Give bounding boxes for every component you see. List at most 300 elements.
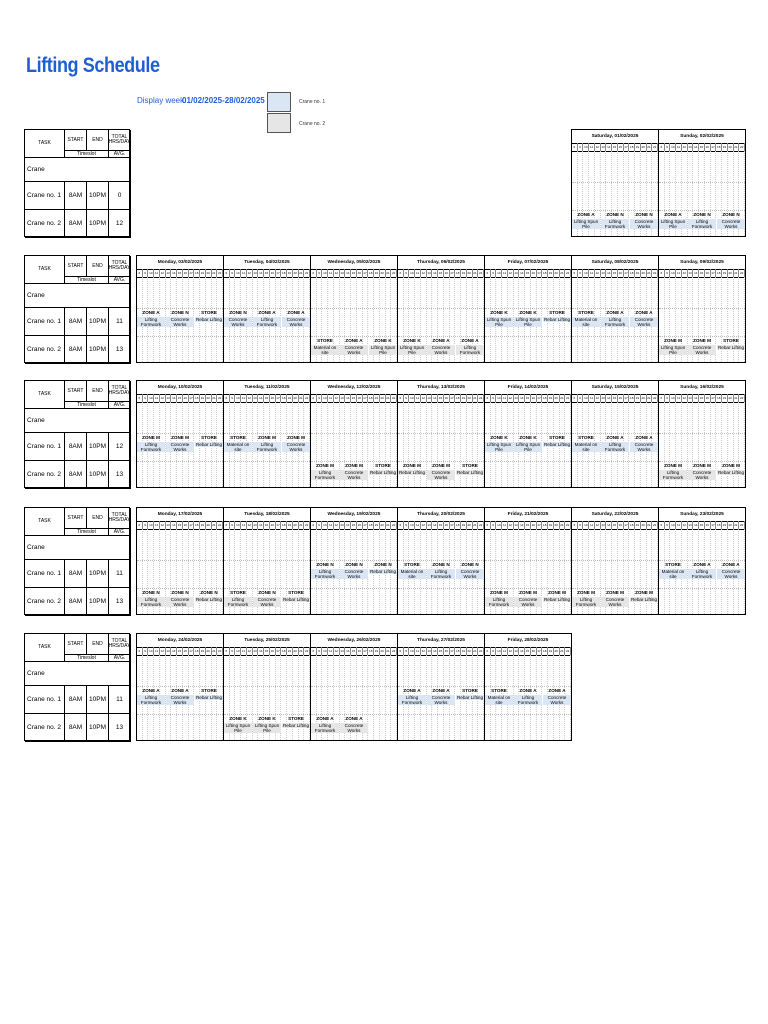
group-label-crane: Crane [25,158,131,182]
hour-tick: 20 [641,523,645,527]
hour-tick: 17 [276,523,280,527]
task-zone: ZONE M [432,463,450,468]
hour-tick: 10 [410,523,414,527]
task-name: Concrete Works [282,442,310,452]
hour-tick: 19 [722,396,727,400]
hour-tick: 10 [410,649,414,653]
hour-tick: 15 [351,271,356,275]
task-zone: ZONE M [316,463,334,468]
crane-end: 10PM [87,560,109,588]
hour-tick: 14 [520,396,524,400]
task-zone: ZONE M [142,435,160,440]
task-zone: ZONE M [403,463,421,468]
hour-tick: 16 [705,523,709,527]
task-block[interactable] [659,210,687,229]
task-block[interactable] [630,588,658,602]
crane-name: Crane no. 2 [25,461,65,489]
row-divider [572,336,658,337]
task-block[interactable] [630,308,658,327]
hour-tick: 16 [531,396,535,400]
hour-tick: 21 [386,396,390,400]
task-zone: ZONE K [403,338,421,343]
header-total: TOTAL HRS/DAY [109,634,131,655]
hour-tick: 16 [531,523,535,527]
hour-tick: 13 [688,145,692,149]
task-block[interactable] [398,560,426,579]
hour-tick: 22 [565,649,570,653]
hour-tick: 11 [590,271,594,275]
task-block[interactable] [137,588,165,607]
task-block[interactable] [137,686,165,705]
task-name: Rebar Lifting [195,695,223,700]
task-block[interactable] [137,308,165,327]
hour-tick: 18 [543,649,547,653]
hour-tick: 22 [652,523,657,527]
day-header: Monday, 24/02/2025 [137,634,223,648]
hour-tick: 20 [728,396,732,400]
hour-tick: 20 [728,145,732,149]
hour-tick: 16 [183,649,187,653]
task-block[interactable] [253,433,281,452]
task-zone: ZONE M [171,435,189,440]
hour-tick: 10 [584,396,588,400]
hour-tick: 9 [317,521,323,529]
row-divider [398,714,484,715]
day-header: Wednesday, 26/02/2025 [311,634,397,648]
task-block[interactable] [282,588,310,602]
hour-tick: 11 [242,523,246,527]
task-block[interactable] [311,336,339,355]
task-block[interactable] [630,433,658,452]
hour-tick: 12 [160,523,164,527]
task-name: Concrete Works [166,695,194,705]
hour-tick: 14 [607,145,611,149]
task-zone: ZONE N [200,590,218,595]
hour-tick: 11 [416,396,420,400]
hour-tick: 22 [652,145,657,149]
hour-tick: 12 [160,649,164,653]
hour-tick: 22 [391,523,396,527]
task-block[interactable] [282,308,310,327]
task-block[interactable] [340,714,368,733]
task-block[interactable] [514,588,542,607]
task-block[interactable] [195,588,223,602]
task-block[interactable] [659,461,687,480]
task-name: Concrete Works [630,317,658,327]
task-block[interactable] [195,308,223,322]
task-block[interactable] [224,433,252,452]
hour-tick: 13 [514,649,518,653]
task-name: Rebar Lifting [543,317,571,322]
hour-tick: 14 [520,649,524,653]
hour-tick: 13 [253,271,257,275]
header-task: TASK [25,130,65,158]
task-block[interactable] [311,461,339,480]
hour-tick: 11 [503,649,507,653]
hour-tick: 22 [565,271,570,275]
crane-name: Crane no. 2 [25,336,65,364]
task-block[interactable] [166,433,194,452]
day-header: Tuesday, 04/02/2025 [224,256,310,270]
task-name: Concrete Works [514,597,542,607]
task-block[interactable] [369,336,397,355]
hour-tick: 20 [293,396,297,400]
hour-tick: 17 [450,396,454,400]
task-block[interactable] [427,336,455,355]
hour-tick: 18 [456,396,460,400]
hour-tick: 13 [340,523,344,527]
hour-tick: 21 [473,271,477,275]
hour-tick: 14 [259,649,263,653]
task-zone: ZONE M [693,338,711,343]
hour-tick: 6 [137,647,143,655]
task-block[interactable] [224,308,252,327]
hour-tick: 6 [659,143,665,151]
task-block[interactable] [630,210,658,229]
task-name: Material on site [572,317,600,327]
hour-tick: 21 [734,396,738,400]
task-block[interactable] [717,461,745,475]
hour-tick: 17 [450,271,454,275]
task-block[interactable] [717,210,745,229]
task-block[interactable] [253,714,281,733]
hour-tick: 18 [369,271,373,275]
hour-tick: 14 [520,523,524,527]
hour-tick: 15 [699,145,704,149]
hour-tick: 6 [485,521,491,529]
row-divider [572,461,658,462]
task-zone: ZONE N [171,310,189,315]
hour-tick: 18 [369,649,373,653]
task-block[interactable] [456,336,484,355]
task-block[interactable] [369,560,397,574]
day-header: Friday, 21/02/2025 [485,508,571,522]
task-zone: ZONE A [171,688,189,693]
hour-tick: 18 [630,396,634,400]
task-block[interactable] [282,714,310,728]
hour-tick: 15 [351,523,356,527]
hour-tick: 6 [137,521,143,529]
task-block[interactable] [688,461,716,480]
crane-name: Crane no. 2 [25,210,65,238]
legend-label-crane-2: Crane no. 2 [299,121,326,127]
hour-tick: 11 [416,649,420,653]
hour-tick: 20 [380,523,384,527]
task-zone: ZONE M [345,463,363,468]
task-block[interactable] [340,336,368,355]
task-block[interactable] [514,308,542,327]
hour-tick: 17 [189,649,193,653]
hour-tick: 19 [200,271,205,275]
hour-tick: 19 [374,271,379,275]
task-block[interactable] [398,686,426,705]
hour-tick: 10 [149,271,153,275]
task-info-table [24,507,130,615]
task-name: Concrete Works [340,569,368,579]
task-block[interactable] [456,461,484,475]
hour-tick: 15 [177,649,182,653]
hour-tick: 11 [329,649,333,653]
day-header: Monday, 10/02/2025 [137,381,223,395]
hour-tick: 17 [711,523,715,527]
hour-tick: 14 [607,271,611,275]
task-name: Concrete Works [427,695,455,705]
hour-tick: 15 [264,271,269,275]
task-block[interactable] [166,588,194,607]
day-header: Saturday, 15/02/2025 [572,381,658,395]
hour-tick: 16 [705,271,709,275]
hour-tick: 6 [137,269,143,277]
hour-tick: 11 [677,271,681,275]
legend-label-crane-1: Crane no. 1 [299,99,326,105]
hour-tick: 17 [711,396,715,400]
hour-tick: 14 [694,396,698,400]
task-block[interactable] [282,433,310,452]
hour-tick: 9 [665,394,671,402]
hour-tick: 13 [253,649,257,653]
crane-start: 8AM [65,714,87,742]
hour-tick: 14 [694,145,698,149]
row-divider [224,461,310,462]
task-info-table [24,380,130,488]
task-block[interactable] [456,560,484,579]
task-block[interactable] [688,336,716,355]
hour-tick: 16 [618,396,622,400]
day-header: Sunday, 16/02/2025 [659,381,745,395]
crane-start: 8AM [65,461,87,489]
task-name: Concrete Works [166,442,194,452]
task-block[interactable] [195,433,223,447]
header-avg: AVG. [109,655,131,662]
hour-tick: 21 [299,649,303,653]
header-total: TOTAL HRS/DAY [109,381,131,402]
hour-tick: 13 [601,396,605,400]
task-zone: ZONE M [519,590,537,595]
task-block[interactable] [543,686,571,705]
hour-tick: 17 [363,649,367,653]
task-block[interactable] [717,560,745,579]
task-block[interactable] [485,308,513,327]
hour-tick: 16 [270,271,274,275]
task-block[interactable] [195,686,223,700]
hour-tick: 22 [739,145,744,149]
hour-tick: 16 [357,649,361,653]
hour-tick: 17 [624,523,628,527]
task-name: Lifting Spun Pile [515,317,541,328]
task-block[interactable] [427,560,455,579]
hour-tick: 6 [311,269,317,277]
task-name: Lifting Formwork [427,569,455,579]
legend-swatch-crane-1 [267,92,291,112]
task-block[interactable] [485,588,513,607]
task-block[interactable] [456,686,484,700]
hour-tick: 6 [659,269,665,277]
hour-tick: 17 [624,396,628,400]
hour-tick: 14 [346,271,350,275]
hour-tick: 14 [607,396,611,400]
task-block[interactable] [224,714,252,733]
day-header: Thursday, 27/02/2025 [398,634,484,648]
task-zone: STORE [491,688,507,693]
display-week-label: Display week: [137,96,187,105]
header-end: END [87,634,109,655]
hour-tick: 19 [548,523,553,527]
hour-tick: 15 [264,523,269,527]
hour-tick: 20 [467,523,471,527]
task-block[interactable] [253,308,281,327]
day-header: Friday, 14/02/2025 [485,381,571,395]
day-header: Wednesday, 05/02/2025 [311,256,397,270]
task-block[interactable] [601,433,629,452]
hour-tick: 20 [554,523,558,527]
hour-tick: 12 [247,523,251,527]
task-zone: ZONE A [345,716,363,721]
task-block[interactable] [340,560,368,579]
task-block[interactable] [514,686,542,705]
task-name: Rebar Lifting [717,345,745,350]
task-block[interactable] [485,686,513,705]
row-divider [659,308,745,309]
task-name: Lifting Formwork [514,695,542,705]
task-block[interactable] [514,433,542,452]
task-block[interactable] [485,433,513,452]
task-block[interactable] [166,686,194,705]
task-block[interactable] [572,308,600,327]
hour-tick: 12 [334,649,338,653]
hour-tick: 19 [374,649,379,653]
hour-tick: 14 [346,649,350,653]
task-zone: STORE [462,688,478,693]
row-divider [659,588,745,589]
hour-tick: 19 [635,271,640,275]
hour-tick: 18 [282,649,286,653]
hour-tick: 19 [200,649,205,653]
task-zone: STORE [288,590,304,595]
task-block[interactable] [427,461,455,480]
task-block[interactable] [427,686,455,705]
task-name: Concrete Works [601,597,629,607]
crane-start: 8AM [65,433,87,461]
hour-tick: 10 [236,523,240,527]
task-name: Concrete Works [427,470,455,480]
hour-tick: 20 [206,396,210,400]
hour-tick: 9 [665,269,671,277]
task-name: Concrete Works [340,470,368,480]
task-block[interactable] [166,308,194,327]
hour-tick: 13 [601,271,605,275]
task-block[interactable] [717,336,745,350]
hour-tick: 19 [722,271,727,275]
hour-tick: 17 [450,649,454,653]
task-block[interactable] [253,588,281,607]
hour-tick: 6 [137,394,143,402]
crane-start: 8AM [65,210,87,238]
task-block[interactable] [688,560,716,579]
task-block[interactable] [311,714,339,733]
hour-tick: 16 [183,523,187,527]
task-zone: ZONE N [171,590,189,595]
task-block[interactable] [659,336,687,355]
task-zone: ZONE M [664,463,682,468]
crane-end: 10PM [87,433,109,461]
hour-tick: 12 [247,396,251,400]
task-block[interactable] [340,461,368,480]
hour-tick: 18 [195,523,199,527]
crane-total-hours: 11 [109,308,131,336]
crane-name: Crane no. 2 [25,588,65,616]
day-header: Wednesday, 19/02/2025 [311,508,397,522]
hour-tick: 11 [242,649,246,653]
hour-tick: 10 [149,649,153,653]
task-block[interactable] [224,588,252,607]
hour-tick: 21 [647,145,651,149]
hour-tick: 11 [329,271,333,275]
task-block[interactable] [369,461,397,475]
hour-tick: 21 [212,396,216,400]
hour-tick: 10 [410,271,414,275]
hour-tick: 20 [467,396,471,400]
task-block[interactable] [601,308,629,327]
hour-tick: 16 [531,649,535,653]
task-block[interactable] [688,210,716,229]
task-block[interactable] [543,308,571,322]
hour-tick: 12 [247,649,251,653]
task-block[interactable] [543,588,571,602]
hour-tick: 20 [293,523,297,527]
day-header: Monday, 17/02/2025 [137,508,223,522]
hour-tick: 16 [183,271,187,275]
hour-tick: 13 [340,271,344,275]
task-block[interactable] [137,433,165,452]
hour-tick: 19 [287,649,292,653]
display-week-value[interactable]: 01/02/2025-28/02/2025 [182,96,265,105]
hour-tick: 6 [398,394,404,402]
hour-tick: 20 [728,271,732,275]
hour-tick: 10 [323,396,327,400]
task-block[interactable] [572,210,600,229]
task-zone: STORE [462,463,478,468]
task-block[interactable] [659,560,687,579]
task-block[interactable] [601,210,629,229]
task-block[interactable] [398,336,426,355]
task-block[interactable] [398,461,426,475]
task-block[interactable] [572,433,600,452]
crane-total-hours: 13 [109,588,131,616]
hour-tick: 11 [503,271,507,275]
task-name: Lifting Formwork [137,695,165,705]
task-name: Lifting Spun Pile [515,442,541,453]
task-name: Rebar Lifting [456,470,484,475]
header-avg: AVG. [109,529,131,536]
row-divider [398,433,484,434]
task-block[interactable] [311,560,339,579]
hour-tick: 12 [334,396,338,400]
hour-tick: 9 [143,521,149,529]
task-block[interactable] [572,588,600,607]
task-block[interactable] [543,433,571,447]
hour-tick: 11 [329,523,333,527]
task-zone: STORE [375,463,391,468]
row-divider [485,714,571,715]
hour-tick: 18 [282,271,286,275]
hour-tick: 21 [734,523,738,527]
hour-tick: 17 [363,523,367,527]
hour-tick: 17 [624,271,628,275]
task-block[interactable] [601,588,629,607]
task-name: Lifting Formwork [311,723,339,733]
hour-tick: 10 [584,271,588,275]
task-zone: STORE [230,590,246,595]
